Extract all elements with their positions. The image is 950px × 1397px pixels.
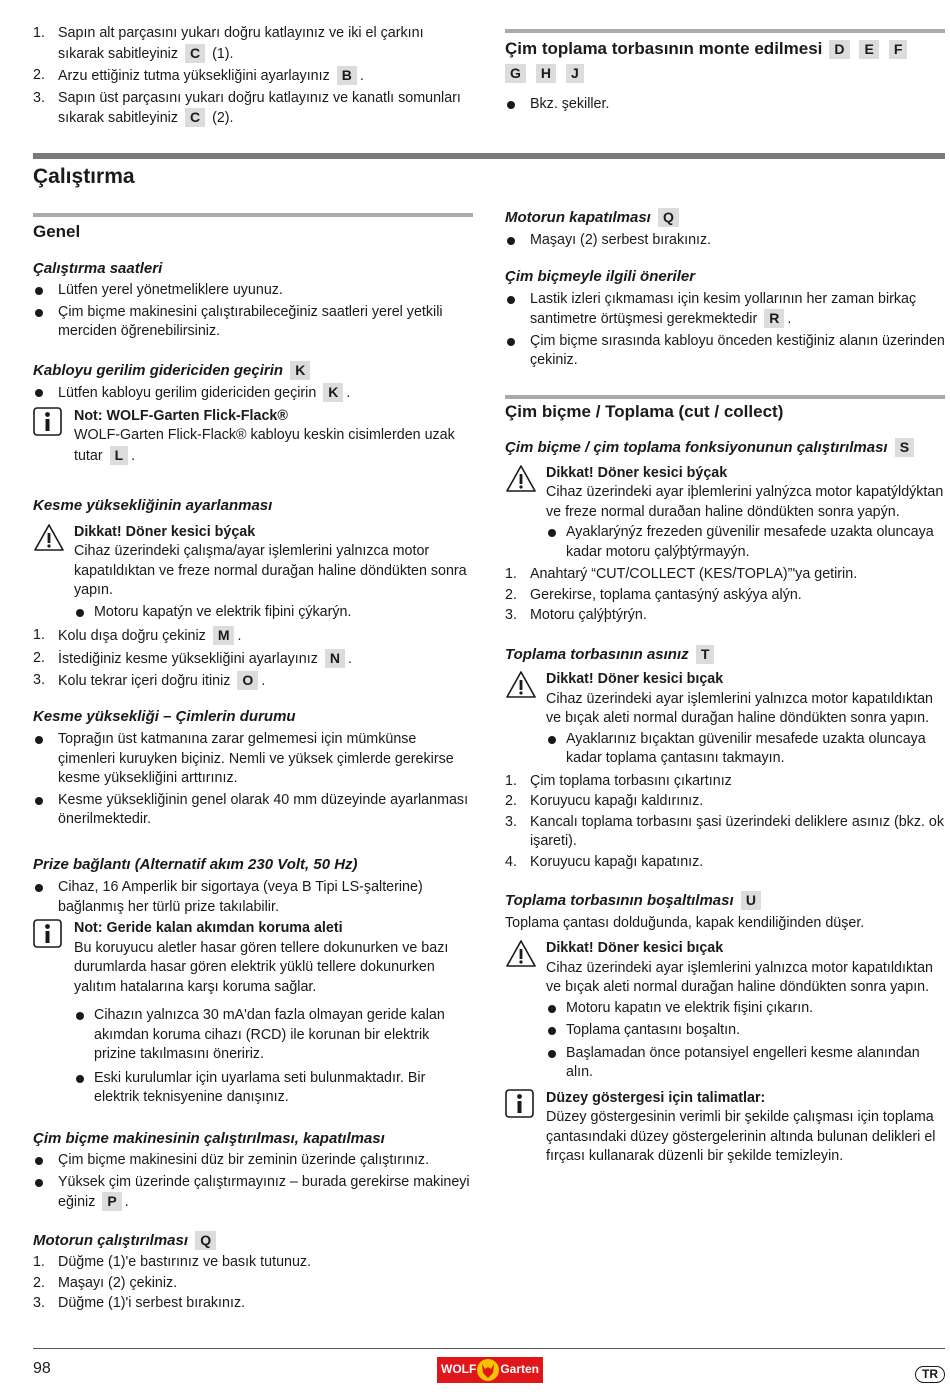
figure-ref-badge: G	[505, 64, 526, 83]
topic-heading: Çim biçme makinesinin çalıştırılması, kapatılması	[33, 1129, 385, 1147]
list-item: Çim biçme makinesini düz bir zeminin üzerinde çalıştırınız.	[33, 1151, 473, 1171]
list-item: 3. Kolu tekrar içeri doğru itiniz O .	[33, 672, 266, 689]
list-item: Çim biçme makinesini çalıştırabileceğiniz saatleri yerel yetkili merciden öğrenebilirsiniz.	[33, 303, 473, 342]
wolf-head-icon	[476, 1358, 500, 1382]
list-item: Başlamadan önce potansiyel engelleri kesme alanından alın.	[546, 1044, 945, 1083]
figure-ref-badge: S	[895, 438, 914, 457]
list-item: 4. Koruyucu kapağı kapatınız.	[505, 853, 704, 870]
list-item: 3. Kancalı toplama torbasını şasi üzerindeki deliklere asınız (bkz. ok işareti).	[505, 813, 945, 849]
topic-heading: Motorun çalıştırılması Q	[33, 1231, 473, 1251]
section-heading: Çim toplama torbasının monte edilmesi	[505, 39, 823, 58]
list-item: Eski kurulumlar için uyarlama seti bulunmaktadır. Bir elektrik teknisyenine danışınız.	[74, 1069, 473, 1108]
list-item: 2. İstediğiniz kesme yüksekliğini ayarlayınız N .	[33, 649, 352, 667]
list-item: Toprağın üst katmanına zarar gelmemesi için mümkünse çimenleri kuruyken biçiniz. Nemli ve yüksek çimlerde gerekirse kesme yüksekliğini arttırınız.	[33, 730, 473, 789]
list-item: Cihazın yalnızca 30 mA'dan fazla olmayan geride kalan akımdan koruma cihazı (RCD) ile korunan bir elektrik prizine takılmasını öneririz.	[74, 1006, 473, 1065]
right-column	[505, 208, 945, 1167]
section-rule	[505, 395, 945, 399]
page-footer	[33, 1348, 945, 1381]
list-item: Çim biçme sırasında kabloyu önceden kestiğiniz alanın üzerinden çekiniz.	[505, 332, 945, 371]
topic-heading: Kesme yüksekliği – Çimlerin durumu	[33, 707, 296, 725]
page-number: 98	[33, 1360, 51, 1377]
grass-bag-mount-section	[505, 29, 945, 115]
warning-note	[505, 939, 945, 1083]
figure-ref-badge: H	[536, 64, 556, 83]
topic-heading: Çim biçme / çim toplama fonksiyonunun çalıştırılması S	[505, 438, 945, 458]
section-rule	[33, 153, 945, 159]
list-item: Motoru kapatın ve elektrik fişini çıkarın.	[546, 999, 945, 1019]
list-item: 2. Maşayı (2) çekiniz.	[33, 1274, 178, 1291]
topic-heading: Kabloyu gerilim gidericiden geçirin K	[33, 361, 473, 381]
topic-heading: Toplama torbasının boşaltılması U	[505, 891, 945, 911]
language-badge: TR	[915, 1366, 945, 1383]
note-text: Bu koruyucu aletler hasar gören tellere dokunurken ve bazı durumlarda hasar gören elektrik yüklü tellere dokunurken yalıtım hatalarına karşı koruma sağlar.	[74, 939, 449, 995]
figure-ref-badge: N	[325, 649, 345, 668]
list-item: Ayaklarýnýz frezeden güvenilir mesafede uzakta oluncaya kadar motoru çalýþtýrmayýn.	[546, 523, 945, 562]
topic-heading: Motorun kapatılması Q	[505, 208, 945, 228]
warning-text: Cihaz üzerindeki ayar işlemlerini yalnızca motor kapatıldıktan ve bıçak aleti normal durağan haline döndükten sonra yapın.	[546, 959, 933, 995]
list-item: 1. Anahtarý “CUT/COLLECT (KES/TOPLA)”'ya getirin.	[505, 566, 858, 582]
list-item: Lastik izleri çıkmaması için kesim yollarının her zaman birkaç santimetre örtüşmesi gerekmektedir R .	[505, 290, 945, 330]
figure-ref-badge: Q	[658, 208, 679, 227]
info-note	[33, 919, 473, 1108]
info-icon	[33, 407, 62, 436]
info-icon	[33, 919, 62, 948]
list-item: Maşayı (2) serbest bırakınız.	[505, 231, 945, 251]
list-item: 1. Düğme (1)'e bastırınız ve basık tutunuz.	[33, 1254, 312, 1270]
warning-icon	[505, 939, 537, 968]
figure-ref-badge: B	[337, 66, 357, 85]
warning-text: Cihaz üzerindeki ayar işlemlerini yalnızca motor kapatıldıktan ve bıçak aleti normal durağan haline döndükten sonra yapın.	[546, 690, 933, 726]
figure-ref-badge: C	[185, 108, 205, 127]
list-item: 1. Çim toplama torbasını çıkartınız	[505, 772, 732, 789]
figure-ref-badge: J	[566, 64, 584, 83]
figure-ref-badge: U	[741, 891, 761, 910]
figure-ref-badge: T	[696, 645, 715, 664]
info-note	[505, 1089, 945, 1167]
warning-icon	[33, 523, 65, 552]
figure-ref-badge: F	[889, 40, 908, 59]
list-item: Yüksek çim üzerinde çalıştırmayınız – burada gerekirse makineyi eğiniz P .	[33, 1173, 473, 1213]
topic-heading: Prize bağlantı (Alternatif akım 230 Volt, 50 Hz)	[33, 855, 358, 873]
figure-ref-badge: D	[829, 40, 849, 59]
warning-title: Dikkat! Döner kesici bıçak	[546, 940, 724, 956]
figure-ref-badge: R	[764, 309, 784, 328]
list-item: Kesme yüksekliğinin genel olarak 40 mm düzeyinde ayarlanması önerilmektedir.	[33, 791, 473, 830]
note-title: Düzey göstergesi için talimatlar:	[546, 1089, 766, 1106]
list-item: Ayaklarınız bıçaktan güvenilir mesafede uzakta oluncaya kadar toplama çantasını takmayın.	[546, 730, 945, 769]
list-item: 2. Arzu ettiğiniz tutma yüksekliğini ayarlayınız B .	[33, 67, 364, 84]
warning-title: Dikkat! Döner kesici býçak	[74, 523, 256, 540]
section-rule	[33, 213, 473, 217]
note-text: Düzey göstergesinin verimli bir şekilde çalışması için toplama çantasındaki düzey göstergelerinin altında bulunan delikleri el fırçası kullanarak düzenli bir şekilde temizleyin.	[546, 1109, 936, 1164]
warning-text: Cihaz üzerindeki ayar iþlemlerini yalnýzca motor kapatýldýktan ve freze normal duraðan haline döndükten sonra yapýn.	[546, 484, 944, 520]
topic-heading: Toplama torbasının asınız T	[505, 645, 945, 665]
warning-title: Dikkat! Döner kesici býçak	[546, 464, 728, 481]
warning-icon	[505, 670, 537, 699]
figure-ref-badge: Q	[195, 1231, 216, 1250]
warning-note	[505, 670, 945, 769]
info-note	[33, 407, 473, 467]
info-icon	[505, 1089, 534, 1118]
list-item: Cihaz, 16 Amperlik bir sigortaya (veya B Tipi LS-şalterine) bağlanmış her türlü prize takılabilir.	[33, 878, 473, 917]
list-item: 2. Koruyucu kapağı kaldırınız.	[505, 793, 704, 809]
note-title: Not: WOLF-Garten Flick-Flack®	[74, 407, 288, 424]
page-title: Çalıştırma	[33, 165, 135, 188]
figure-ref-badge: O	[237, 671, 258, 690]
section-rule	[505, 29, 945, 33]
figure-ref-badge: C	[185, 44, 205, 63]
figure-ref-badge: M	[213, 626, 235, 645]
list-item: Motoru kapatýn ve elektrik fiþini çýkarýn.	[74, 603, 473, 623]
list-item: 3. Düğme (1)'i serbest bırakınız.	[33, 1295, 246, 1311]
note-title: Not: Geride kalan akımdan koruma aleti	[74, 920, 343, 936]
list-item: Toplama çantasını boşaltın.	[546, 1021, 945, 1041]
list-item: 3. Motoru çalýþtýrýn.	[505, 607, 647, 623]
list-item: 3. Sapın üst parçasını yukarı doğru katlayınız ve kanatlı somunları sıkarak sabitleyiniz C (2).	[33, 89, 461, 126]
topic-heading: Çim biçmeyle ilgili öneriler	[505, 268, 696, 285]
note-text: WOLF-Garten Flick-Flack® kabloyu keskin cisimlerden uzak tutar L .	[74, 427, 455, 464]
figure-ref-badge: K	[323, 383, 343, 402]
warning-title: Dikkat! Döner kesici bıçak	[546, 671, 724, 687]
paragraph: Toplama çantası dolduğunda, kapak kendiliğinden düşer.	[505, 914, 865, 931]
list-item: 1. Kolu dışa doğru çekiniz M .	[33, 627, 242, 644]
section-header	[33, 153, 945, 187]
warning-icon	[505, 464, 537, 493]
subsection-heading: Çim biçme / Toplama (cut / collect)	[505, 401, 784, 421]
warning-note	[33, 523, 473, 623]
left-column	[33, 213, 473, 1314]
wolf-garten-logo: WOLF Garten	[437, 1357, 543, 1383]
list-item: 1. Sapın alt parçasını yukarı doğru katlayınız ve iki el çarkını sıkarak sabitleyiniz C (1).	[33, 25, 424, 62]
list-item: Bkz. şekiller.	[505, 95, 945, 115]
figure-ref-badge: L	[110, 446, 129, 465]
warning-note	[505, 464, 945, 563]
assembly-steps-top	[33, 24, 473, 129]
list-item: 2. Gerekirse, toplama çantasýný askýya alýn.	[505, 586, 802, 603]
list-item: Lütfen yerel yönetmeliklere uyunuz.	[33, 281, 473, 301]
subsection-heading: Genel	[33, 222, 81, 241]
figure-ref-badge: P	[102, 1192, 121, 1211]
list-item: Lütfen kabloyu gerilim gidericiden geçirin K .	[33, 383, 473, 404]
figure-ref-badge: E	[859, 40, 878, 59]
topic-heading: Kesme yüksekliğinin ayarlanması	[33, 497, 273, 514]
figure-ref-badge: K	[290, 361, 310, 380]
warning-text: Cihaz üzerindeki çalışma/ayar işlemlerini yalnızca motor kapatıldıktan ve freze normal durağan haline döndükten sonra yapın.	[74, 543, 467, 598]
topic-heading: Çalıştırma saatleri	[33, 259, 163, 277]
